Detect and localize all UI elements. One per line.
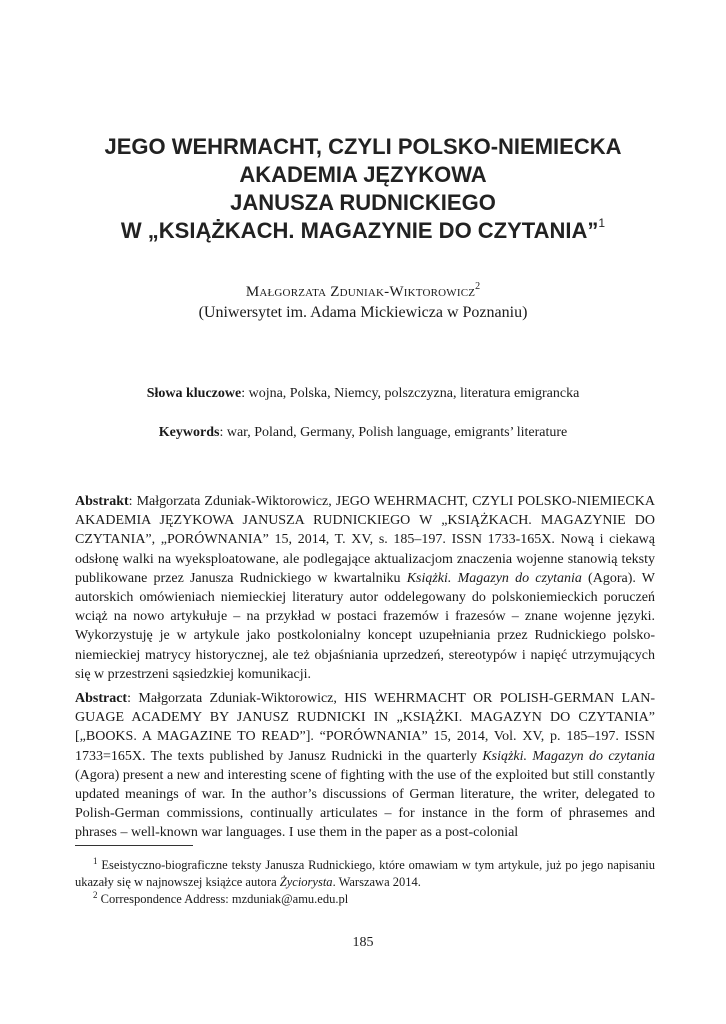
title-footnote-ref: 1 <box>598 216 606 230</box>
footnote-1-number: 1 <box>93 856 98 866</box>
footnote-2-number: 2 <box>93 890 98 900</box>
author-affiliation: (Uniwersytet im. Adama Mickiewicza w Poznaniu) <box>198 304 528 321</box>
abstract-polish-text-1: : Małgorzata Zduniak-Wiktorowicz, JEGO WEHRMACHT, CZYLI POLSKO-NIEMIECKA AKADEMIA JĘZYKOWA JANUSZA RUDNICKIEGO W „KSIĄŻKACH. MAGAZYNIE DO CZYTANIA”, „PORÓWNANIA” 15, 2014, T. XV, s. 185–197. ISSN 1733-165X. Nową i ciekawą odsłonę walki na wyeksploatowane, ale podlegające aktualizacjom znaczenia wojenne stanowią teksty publikowane przez Janusza Rudnickiego w kwartalniku <box>75 494 655 586</box>
author-footnote-ref: 2 <box>475 281 481 292</box>
keywords-polish-text: : wojna, Polska, Niemcy, polszczyzna, literatura emigrancka <box>241 386 580 401</box>
title-line-1: JEGO WEHRMACHT, CZYLI POLSKO-NIEMIECKA <box>104 134 622 159</box>
title-line-4 <box>40 217 686 245</box>
author-line <box>40 282 686 302</box>
abstract-english-journal-title: Książki. Magazyn do czytania <box>482 748 655 764</box>
abstract-english-text-1: : Małgorzata Zduniak-Wiktorowicz, HIS WEHRMACHT OR POLISH-GERMAN LANGUAGE ACADEMY BY JANUSZ RUDNICKI IN „KSIĄŻKI. MAGAZYN DO CZYTANIA” [„BOOKS. A MAGAZINE TO READ”]. “PORÓWNANIA” 15, 2014, Vol. XV, p. 185–197. ISSN 1733=165X. The texts published by Janusz Rudnicki in the quarterly <box>75 691 655 764</box>
article-title <box>40 133 686 245</box>
footnote-separator <box>75 845 193 846</box>
footnote-2-text: Correspondence Address: mzduniak@amu.edu.pl <box>97 892 349 906</box>
footnote-1 <box>75 857 655 891</box>
footnote-2 <box>75 891 655 908</box>
keywords-english-text: : war, Poland, Germany, Polish language, emigrants’ literature <box>219 425 568 440</box>
abstract-english-text-2: (Agora) present a new and interesting scene of fighting with the use of the exploited but still constantly updated meanings of war. In the author’s discussions of German literature, the writer, delegated to Polish-German commissions, continually articulates – for instance in the form of phrasemes and phrases – well-known war languages. I use them in the paper as a post-colonial <box>75 767 655 841</box>
title-line-4-text: W „KSIĄŻKACH. MAGAZYNIE DO CZYTANIA” <box>120 218 599 243</box>
abstract-polish-label: Abstrakt <box>75 494 129 509</box>
title-line-2: AKADEMIA JĘZYKOWA <box>239 162 487 187</box>
title-line-3: JANUSZA RUDNICKIEGO <box>230 190 496 215</box>
keywords-english-label: Keywords <box>158 425 220 440</box>
footnote-1-book-title: Życiorysta <box>279 875 333 889</box>
abstract-polish-text-2: (Agora). W autorskich omówieniach niemieckiej literatury autor oddelegowany do polskoniemieckich poruczeń wciąż na nowo artykułuje – na przykład w postaci frazemów i frazesów – znane wojenne języki. Wykorzystuję je w artykule jako postkolonialny koncept uzupełniania przez Rudnickiego polsko-niemieckiej matrycy historycznej, ale też objaśniania uprzedzeń, stereotypów i napięć utrzymujących się w przestrzeni sąsiedzkiej komunikacji. <box>75 570 655 682</box>
footnote-1-text-2: . Warszawa 2014. <box>332 875 421 889</box>
abstract-english <box>75 689 655 843</box>
author-name: Małgorzata Zduniak-Wiktorowicz <box>245 284 476 300</box>
keywords-english <box>40 424 686 442</box>
footnote-1-text-1: Eseistyczno-biograficzne teksty Janusza Rudnickiego, które omawiam w tym artykule, już po jego napisaniu ukazały się w najnowszej książce autora <box>75 858 655 889</box>
keywords-polish-label: Słowa kluczowe <box>146 386 242 401</box>
keywords-polish <box>40 385 686 403</box>
abstract-polish <box>75 492 655 684</box>
abstract-english-label: Abstract <box>75 691 128 706</box>
page-number: 185 <box>352 935 374 950</box>
abstract-polish-journal-title: Książki. Magazyn do czytania <box>406 570 582 586</box>
